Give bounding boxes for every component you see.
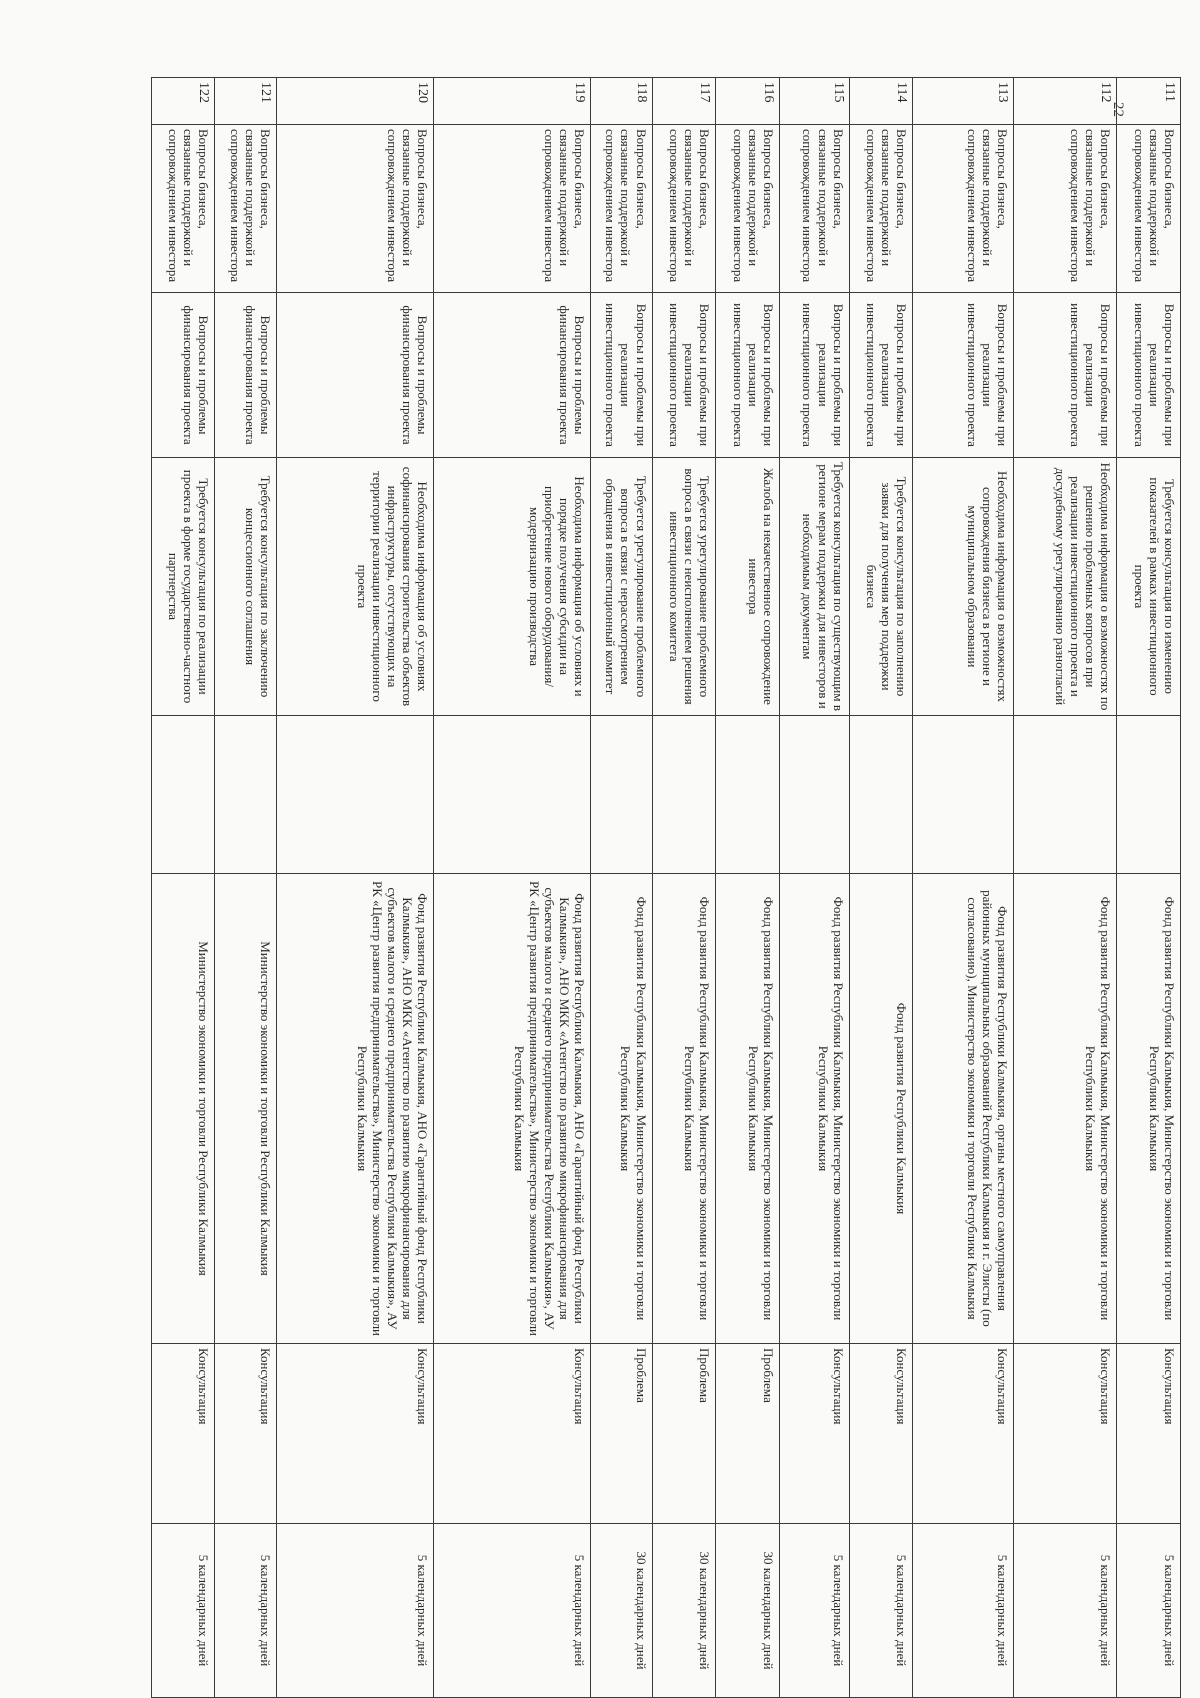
row-number: 117	[652, 78, 716, 125]
request-kind-cell: Консультация	[849, 1344, 913, 1524]
row-number: 115	[780, 78, 849, 125]
description-cell: Требуется урегулирование проблемного вопроса в связи с нерассмотрением обращения в инвестиционный комитет	[591, 458, 653, 716]
empty-cell	[277, 716, 434, 874]
organizations-cell: Фонд развития Республики Калмыкия, Министерство экономики и торговли Республики Калмыкия	[716, 874, 780, 1344]
request-kind-cell: Консультация	[434, 1344, 591, 1524]
empty-cell	[152, 716, 215, 874]
request-kind-cell: Проблема	[652, 1344, 716, 1524]
term-cell: 5 календарных дней	[1117, 1524, 1181, 1698]
category-cell: Вопросы бизнеса, связанные поддержкой и сопровождением инвестора	[214, 125, 277, 293]
organizations-cell: Фонд развития Республики Калмыкия, органы местного самоуправления районных муниципальных образований Республики Калмыкия и г. Элисты (по согласованию), Министерство экономики и торговли Республики Калмыкия	[913, 874, 1014, 1344]
empty-cell	[214, 716, 277, 874]
category-cell: Вопросы бизнеса, связанные поддержкой и сопровождением инвестора	[152, 125, 215, 293]
table-row	[152, 78, 215, 1698]
term-cell: 5 календарных дней	[214, 1524, 277, 1698]
category-cell: Вопросы бизнеса, связанные поддержкой и сопровождением инвестора	[780, 125, 849, 293]
term-cell: 5 календарных дней	[913, 1524, 1014, 1698]
table-row	[849, 78, 913, 1698]
term-cell: 5 календарных дней	[434, 1524, 591, 1698]
empty-cell	[652, 716, 716, 874]
request-type-cell: Вопросы и проблемы при реализации инвестиционного проекта	[1014, 293, 1117, 458]
request-type-cell: Вопросы и проблемы при реализации инвестиционного проекта	[1117, 293, 1181, 458]
request-type-cell: Вопросы и проблемы при реализации инвестиционного проекта	[849, 293, 913, 458]
empty-cell	[780, 716, 849, 874]
term-cell: 5 календарных дней	[780, 1524, 849, 1698]
table-row	[652, 78, 716, 1698]
row-number: 111	[1117, 78, 1181, 125]
request-kind-cell: Консультация	[277, 1344, 434, 1524]
row-number: 118	[591, 78, 653, 125]
row-number: 113	[913, 78, 1014, 125]
requests-table	[151, 77, 1181, 1698]
table-row	[214, 78, 277, 1698]
request-kind-cell: Консультация	[780, 1344, 849, 1524]
request-type-cell: Вопросы и проблемы финансирования проекта	[434, 293, 591, 458]
request-type-cell: Вопросы и проблемы при реализации инвестиционного проекта	[652, 293, 716, 458]
term-cell: 5 календарных дней	[849, 1524, 913, 1698]
request-kind-cell: Консультация	[913, 1344, 1014, 1524]
term-cell: 30 календарных дней	[591, 1524, 653, 1698]
category-cell: Вопросы бизнеса, связанные поддержкой и сопровождением инвестора	[913, 125, 1014, 293]
request-kind-cell: Консультация	[152, 1344, 215, 1524]
request-type-cell: Вопросы и проблемы финансирования проекта	[214, 293, 277, 458]
category-cell: Вопросы бизнеса, связанные поддержкой и сопровождением инвестора	[849, 125, 913, 293]
term-cell: 5 календарных дней	[277, 1524, 434, 1698]
table-body	[152, 78, 1181, 1698]
description-cell: Требуется консультация по существующим в регионе мерам поддержки для инвесторов и необходимым документам	[780, 458, 849, 716]
request-type-cell: Вопросы и проблемы при реализации инвестиционного проекта	[716, 293, 780, 458]
organizations-cell: Фонд развития Республики Калмыкия, Министерство экономики и торговли Республики Калмыкия	[652, 874, 716, 1344]
organizations-cell: Фонд развития Республики Калмыкия, Министерство экономики и торговли Республики Калмыкия	[780, 874, 849, 1344]
description-cell: Требуется консультация по изменению показателей в рамках инвестиционного проекта	[1117, 458, 1181, 716]
row-number: 121	[214, 78, 277, 125]
request-type-cell: Вопросы и проблемы финансирования проекта	[152, 293, 215, 458]
table-row	[780, 78, 849, 1698]
row-number: 116	[716, 78, 780, 125]
empty-cell	[1014, 716, 1117, 874]
row-number: 119	[434, 78, 591, 125]
table-row	[277, 78, 434, 1698]
term-cell: 5 календарных дней	[152, 1524, 215, 1698]
request-kind-cell: Консультация	[1014, 1344, 1117, 1524]
organizations-cell: Фонд развития Республики Калмыкия, Министерство экономики и торговли Республики Калмыкия	[591, 874, 653, 1344]
table-row	[913, 78, 1014, 1698]
category-cell: Вопросы бизнеса, связанные поддержкой и сопровождением инвестора	[434, 125, 591, 293]
rotated-table-container	[151, 77, 1181, 1697]
description-cell: Требуется урегулирование проблемного вопроса в связи с неисполнением решения инвестиционного комитета	[652, 458, 716, 716]
description-cell: Жалоба на некачественное сопровождение инвестора	[716, 458, 780, 716]
description-cell: Требуется консультация по заполнению заявки для получения мер поддержки бизнеса	[849, 458, 913, 716]
empty-cell	[434, 716, 591, 874]
category-cell: Вопросы бизнеса, связанные поддержкой и сопровождением инвестора	[716, 125, 780, 293]
description-cell: Необходима информация о возможностях сопровождения бизнеса в регионе и муниципальном образовании	[913, 458, 1014, 716]
description-cell: Необходима информация об условиях софинансирования строительства объектов инфраструктуры, отсутствующих на территории реализации инвестиционного проекта	[277, 458, 434, 716]
organizations-cell: Фонд развития Республики Калмыкия, АНО «Гарантийный фонд Республики Калмыкия», АНО МКК «Агентство по развитию микрофинансирования для субъектов малого и среднего предпринимательства Республики Калмыкия», АУ РК «Центр развития предпринимательства», Министерство экономики и торговли Республики Калмыкия	[277, 874, 434, 1344]
request-kind-cell: Проблема	[716, 1344, 780, 1524]
request-type-cell: Вопросы и проблемы при реализации инвестиционного проекта	[591, 293, 653, 458]
request-type-cell: Вопросы и проблемы при реализации инвестиционного проекта	[913, 293, 1014, 458]
request-kind-cell: Проблема	[591, 1344, 653, 1524]
request-kind-cell: Консультация	[1117, 1344, 1181, 1524]
row-number: 120	[277, 78, 434, 125]
description-cell: Необходима информация о возможностях по решению проблемных вопросов при реализации инвестиционного проекта и досудебному урегулированию разногласий	[1014, 458, 1117, 716]
category-cell: Вопросы бизнеса, связанные поддержкой и сопровождением инвестора	[277, 125, 434, 293]
category-cell: Вопросы бизнеса, связанные поддержкой и сопровождением инвестора	[652, 125, 716, 293]
description-cell: Необходима информация об условиях и порядке получения субсидии на приобретение нового оборудования/модернизацию производства	[434, 458, 591, 716]
request-type-cell: Вопросы и проблемы финансирования проекта	[277, 293, 434, 458]
description-cell: Требуется консультация по реализации проекта в форме государственно-частного партнерства	[152, 458, 215, 716]
organizations-cell: Фонд развития Республики Калмыкия	[849, 874, 913, 1344]
empty-cell	[849, 716, 913, 874]
category-cell: Вопросы бизнеса, связанные поддержкой и сопровождением инвестора	[591, 125, 653, 293]
empty-cell	[1117, 716, 1181, 874]
term-cell: 30 календарных дней	[716, 1524, 780, 1698]
organizations-cell: Фонд развития Республики Калмыкия, АНО «Гарантийный фонд Республики Калмыкия», АНО МКК «Агентство по развитию микрофинансирования для субъектов малого и среднего предпринимательства Республики Калмыкия», АУ РК «Центр развития предпринимательства», Министерство экономики и торговли Республики Калмыкия	[434, 874, 591, 1344]
request-type-cell: Вопросы и проблемы при реализации инвестиционного проекта	[780, 293, 849, 458]
request-kind-cell: Консультация	[214, 1344, 277, 1524]
row-number: 112	[1014, 78, 1117, 125]
term-cell: 5 календарных дней	[1014, 1524, 1117, 1698]
organizations-cell: Министерство экономики и торговли Республики Калмыкия	[214, 874, 277, 1344]
row-number: 122	[152, 78, 215, 125]
row-number: 114	[849, 78, 913, 125]
organizations-cell: Министерство экономики и торговли Республики Калмыкия	[152, 874, 215, 1344]
empty-cell	[913, 716, 1014, 874]
table-row	[434, 78, 591, 1698]
empty-cell	[591, 716, 653, 874]
term-cell: 30 календарных дней	[652, 1524, 716, 1698]
category-cell: Вопросы бизнеса, связанные поддержкой и сопровождением инвестора	[1117, 125, 1181, 293]
table-row	[1117, 78, 1181, 1698]
table-row	[1014, 78, 1117, 1698]
table-row	[591, 78, 653, 1698]
category-cell: Вопросы бизнеса, связанные поддержкой и сопровождением инвестора	[1014, 125, 1117, 293]
description-cell: Требуется консультация по заключению концессионного соглашения	[214, 458, 277, 716]
page-number: 22	[1110, 102, 1126, 117]
empty-cell	[716, 716, 780, 874]
organizations-cell: Фонд развития Республики Калмыкия, Министерство экономики и торговли Республики Калмыкия	[1117, 874, 1181, 1344]
organizations-cell: Фонд развития Республики Калмыкия, Министерство экономики и торговли Республики Калмыкия	[1014, 874, 1117, 1344]
table-row	[716, 78, 780, 1698]
